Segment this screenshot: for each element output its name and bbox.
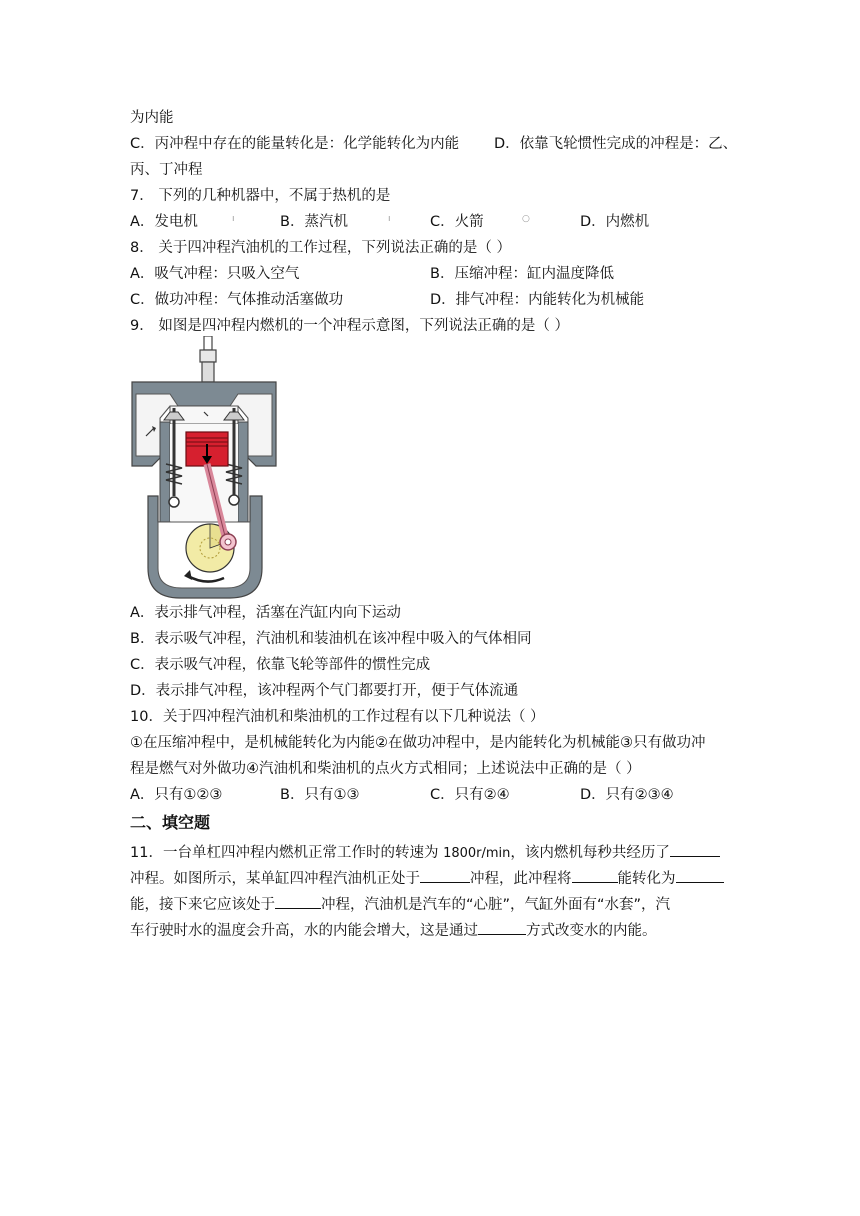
q8-stem: 8． 关于四冲程汽油机的工作过程，下列说法正确的是（ ） [130, 240, 511, 256]
q10-stem: 10．关于四冲程汽油机和柴油机的工作过程有以下几种说法（ ） [130, 709, 545, 725]
q7-option-d: D．内燃机 [580, 214, 650, 230]
q11-text: ，该内燃机每秒共经历了 [510, 845, 670, 861]
section-heading: 二、填空题 [130, 813, 211, 832]
q11-line3 [130, 894, 670, 915]
q11-text: 冲程。如图所示，某单缸四冲程汽油机正处于 [130, 871, 420, 887]
q11-text: 能，接下来它应该处于 [130, 897, 275, 913]
q7-option-b: B．蒸汽机 [280, 214, 348, 230]
q11-text: 能转化为 [617, 871, 676, 887]
q8-option-d: D．排气冲程：内能转化为机械能 [430, 292, 645, 308]
engine-stroke-diagram [130, 336, 278, 604]
q8-option-a: A．吸气冲程：只吸入空气 [130, 266, 300, 282]
q9-option-d: D．表示排气冲程，该冲程两个气门都要打开，便于气体流通 [130, 683, 519, 699]
decorative-mark: ı [388, 214, 391, 224]
decorative-mark: ı [232, 214, 235, 224]
carryover-line: 为内能 [130, 110, 174, 126]
q10-body-line1: ①在压缩冲程中，是机械能转化为内能②在做功冲程中，是内能转化为机械能③只有做功冲 [130, 735, 706, 751]
q11-text: 方式改变水的内能。 [526, 923, 657, 939]
q9-stem: 9． 如图是四冲程内燃机的一个冲程示意图，下列说法正确的是（ ） [130, 318, 569, 334]
q8-option-c: C．做功冲程：气体推动活塞做功 [130, 292, 344, 308]
q11-rpm: 1800r/min [443, 846, 511, 861]
q11-line2 [130, 868, 724, 889]
q10-body-line2: 程是燃气对外做功④汽油机和柴油机的点火方式相同；上述说法中正确的是（ ） [130, 761, 641, 777]
answer-blank[interactable] [676, 868, 724, 883]
q9-option-c: C．表示吸气冲程，依靠飞轮等部件的惯性完成 [130, 657, 431, 673]
answer-blank[interactable] [572, 868, 618, 883]
answer-blank[interactable] [478, 920, 526, 935]
q11-line1 [130, 842, 720, 864]
prev-option-d-cont: 丙、丁冲程 [130, 162, 203, 178]
prev-option-d: D．依靠飞轮惯性完成的冲程是：乙、 [494, 136, 738, 152]
q9-option-a: A．表示排气冲程，活塞在汽缸内向下运动 [130, 605, 401, 621]
q11-text: 冲程，此冲程将 [470, 871, 572, 887]
answer-blank[interactable] [670, 842, 720, 857]
q10-option-d: D．只有②③④ [580, 787, 674, 803]
answer-blank[interactable] [420, 868, 470, 883]
q10-option-a: A．只有①②③ [130, 787, 223, 803]
q11-line4 [130, 920, 657, 941]
q10-option-c: C．只有②④ [430, 787, 510, 803]
q11-text: 11．一台单杠四冲程内燃机正常工作时的转速为 [130, 845, 444, 861]
q10-option-b: B．只有①③ [280, 787, 360, 803]
q11-text: 车行驶时水的温度会升高，水的内能会增大，这是通过 [130, 923, 478, 939]
q9-option-b: B．表示吸气冲程，汽油机和装油机在该冲程中吸入的气体相同 [130, 631, 532, 647]
answer-blank[interactable] [275, 894, 321, 909]
decorative-mark: ○ [522, 214, 530, 224]
q7-option-c: C．火箭 [430, 214, 484, 230]
q7-option-a: A．发电机 [130, 214, 198, 230]
q8-option-b: B．压缩冲程：缸内温度降低 [430, 266, 614, 282]
q11-text: 冲程，汽油机是汽车的“心脏”，气缸外面有“水套”，汽 [321, 897, 671, 913]
q7-stem: 7． 下列的几种机器中，不属于热机的是 [130, 188, 391, 204]
prev-option-c: C．丙冲程中存在的能量转化是：化学能转化为内能 [130, 136, 460, 152]
